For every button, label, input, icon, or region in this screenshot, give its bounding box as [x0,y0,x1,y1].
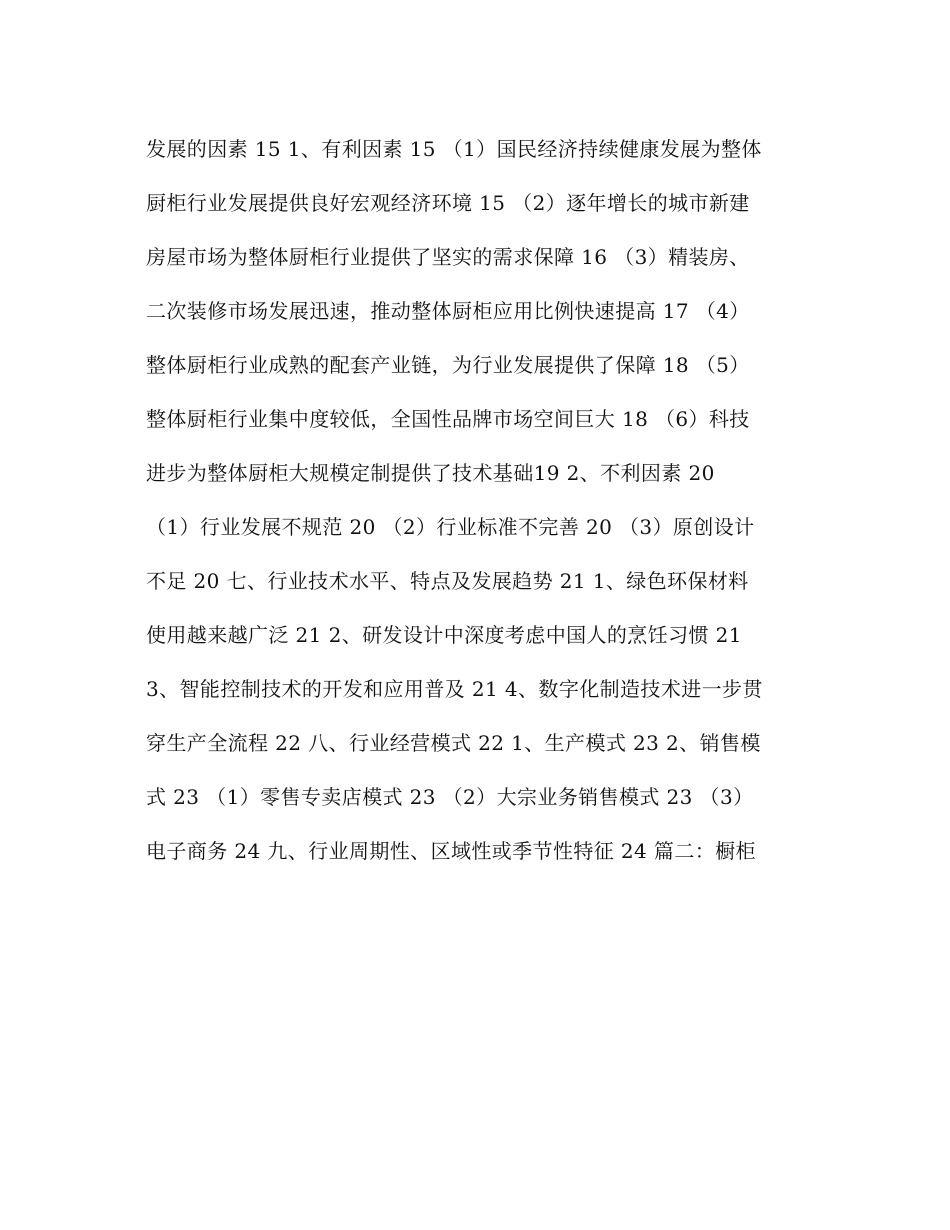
text-line: 进步为整体厨柜大规模定制提供了技术基础19 2、不利因素 20 [146,461,715,485]
text-line: （1）行业发展不规范 20 （2）行业标准不完善 20 （3）原创设计 [146,515,755,539]
text-line: 整体厨柜行业集中度较低，全国性品牌市场空间巨大 18 （6）科技 [146,407,750,431]
text-line: 厨柜行业发展提供良好宏观经济环境 15 （2）逐年增长的城市新建 [146,191,750,215]
text-line: 式 23 （1）零售专卖店模式 23 （2）大宗业务销售模式 23 （3） [146,785,754,809]
text-line: 整体厨柜行业成熟的配套产业链，为行业发展提供了保障 18 （5） [146,353,750,377]
text-line: 3、智能控制技术的开发和应用普及 21 4、数字化制造技术进一步贯 [146,677,763,701]
text-line: 发展的因素 15 1、有利因素 15 （1）国民经济持续健康发展为整体 [146,137,762,161]
text-line: 穿生产全流程 22 八、行业经营模式 22 1、生产模式 23 2、销售模 [146,731,761,755]
text-line: 使用越来越广泛 21 2、研发设计中深度考虑中国人的烹饪习惯 21 [146,623,742,647]
text-line: 不足 20 七、行业技术水平、特点及发展趋势 21 1、绿色环保材料 [146,569,749,593]
text-line: 二次装修市场发展迅速，推动整体厨柜应用比例快速提高 17 （4） [146,299,750,323]
text-line: 房屋市场为整体厨柜行业提供了坚实的需求保障 16 （3）精装房、 [146,245,750,269]
text-line: 电子商务 24 九、行业周期性、区域性或季节性特征 24 篇二：橱柜 [146,839,756,863]
body-text [146,122,806,878]
